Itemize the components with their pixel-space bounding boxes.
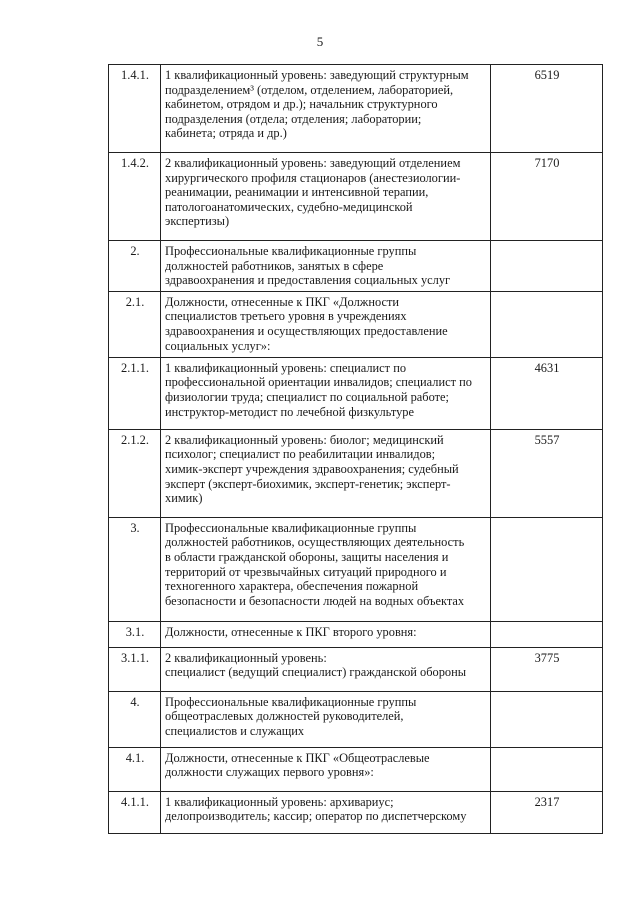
- page-number: 5: [316, 34, 324, 49]
- row-salary: [491, 691, 603, 747]
- row-salary: [491, 621, 603, 647]
- table-row: [109, 153, 603, 241]
- row-number: 2.1.1.: [109, 357, 161, 429]
- table-row: [109, 747, 603, 791]
- row-salary: [491, 291, 603, 357]
- row-number: 2.1.: [109, 291, 161, 357]
- row-description: 1 квалификационный уровень: архивариус; делопроизводитель; кассир; оператор по диспетчерскому: [161, 791, 491, 833]
- row-number: 2.: [109, 241, 161, 292]
- row-description: Должности, отнесенные к ПКГ второго уровня:: [161, 621, 491, 647]
- row-description: 2 квалификационный уровень: биолог; медицинский психолог; специалист по реабилитации инвалидов; химик-эксперт учреждения здравоохранения; судебный эксперт (эксперт-биохимик, эксперт-генетик; эксперт- химик): [161, 429, 491, 517]
- row-salary: [491, 747, 603, 791]
- row-description: Должности, отнесенные к ПКГ «Должности специалистов третьего уровня в учреждениях здравоохранения и осуществляющих предоставление социальных услуг»:: [161, 291, 491, 357]
- row-description: Должности, отнесенные к ПКГ «Общеотраслевые должности служащих первого уровня»:: [161, 747, 491, 791]
- row-salary: 3775: [491, 647, 603, 691]
- row-salary: 2317: [491, 791, 603, 833]
- row-salary: 5557: [491, 429, 603, 517]
- row-description: Профессиональные квалификационные группы должностей работников, занятых в сфере здравоохранения и предоставления социальных услуг: [161, 241, 491, 292]
- row-number: 1.4.1.: [109, 65, 161, 153]
- row-description: 2 квалификационный уровень: заведующий отделением хирургического профиля стационаров (анестезиологии- реанимации, реанимации и интенсивной терапии, патологоанатомических, судебно-медицинской экспертизы): [161, 153, 491, 241]
- row-number: 4.1.: [109, 747, 161, 791]
- table-row: [109, 429, 603, 517]
- row-number: 3.: [109, 517, 161, 621]
- table-row: [109, 691, 603, 747]
- row-number: 2.1.2.: [109, 429, 161, 517]
- row-salary: [491, 241, 603, 292]
- table-row: [109, 357, 603, 429]
- row-description: Профессиональные квалификационные группы должностей работников, осуществляющих деятельность в области гражданской обороны, защиты населения и территорий от чрезвычайных ситуаций природного и техногенного характера, обеспечения пожарной безопасности и безопасности людей на водных объектах: [161, 517, 491, 621]
- table-row: [109, 65, 603, 153]
- table-row: [109, 291, 603, 357]
- row-number: 3.1.1.: [109, 647, 161, 691]
- table-body: [109, 65, 603, 834]
- row-description: 2 квалификационный уровень: специалист (ведущий специалист) гражданской обороны: [161, 647, 491, 691]
- row-description: 1 квалификационный уровень: заведующий структурным подразделением³ (отделом, отделением, лабораторией, кабинетом, отрядом и др.); начальник структурного подразделения (отдела; отделения; лаборатории; кабинета; отряда и др.): [161, 65, 491, 153]
- row-salary: 7170: [491, 153, 603, 241]
- table-row: [109, 241, 603, 292]
- row-number: 4.: [109, 691, 161, 747]
- row-salary: [491, 517, 603, 621]
- row-description: Профессиональные квалификационные группы общеотраслевых должностей руководителей, специалистов и служащих: [161, 691, 491, 747]
- row-number: 4.1.1.: [109, 791, 161, 833]
- table-row: [109, 647, 603, 691]
- table-row: [109, 621, 603, 647]
- row-salary: 6519: [491, 65, 603, 153]
- row-number: 3.1.: [109, 621, 161, 647]
- salary-table: [108, 64, 603, 834]
- row-description: 1 квалификационный уровень: специалист по профессиональной ориентации инвалидов; специалист по физиологии труда; специалист по социальной работе; инструктор-методист по лечебной физкультуре: [161, 357, 491, 429]
- row-salary: 4631: [491, 357, 603, 429]
- table-row: [109, 517, 603, 621]
- table-row: [109, 791, 603, 833]
- row-number: 1.4.2.: [109, 153, 161, 241]
